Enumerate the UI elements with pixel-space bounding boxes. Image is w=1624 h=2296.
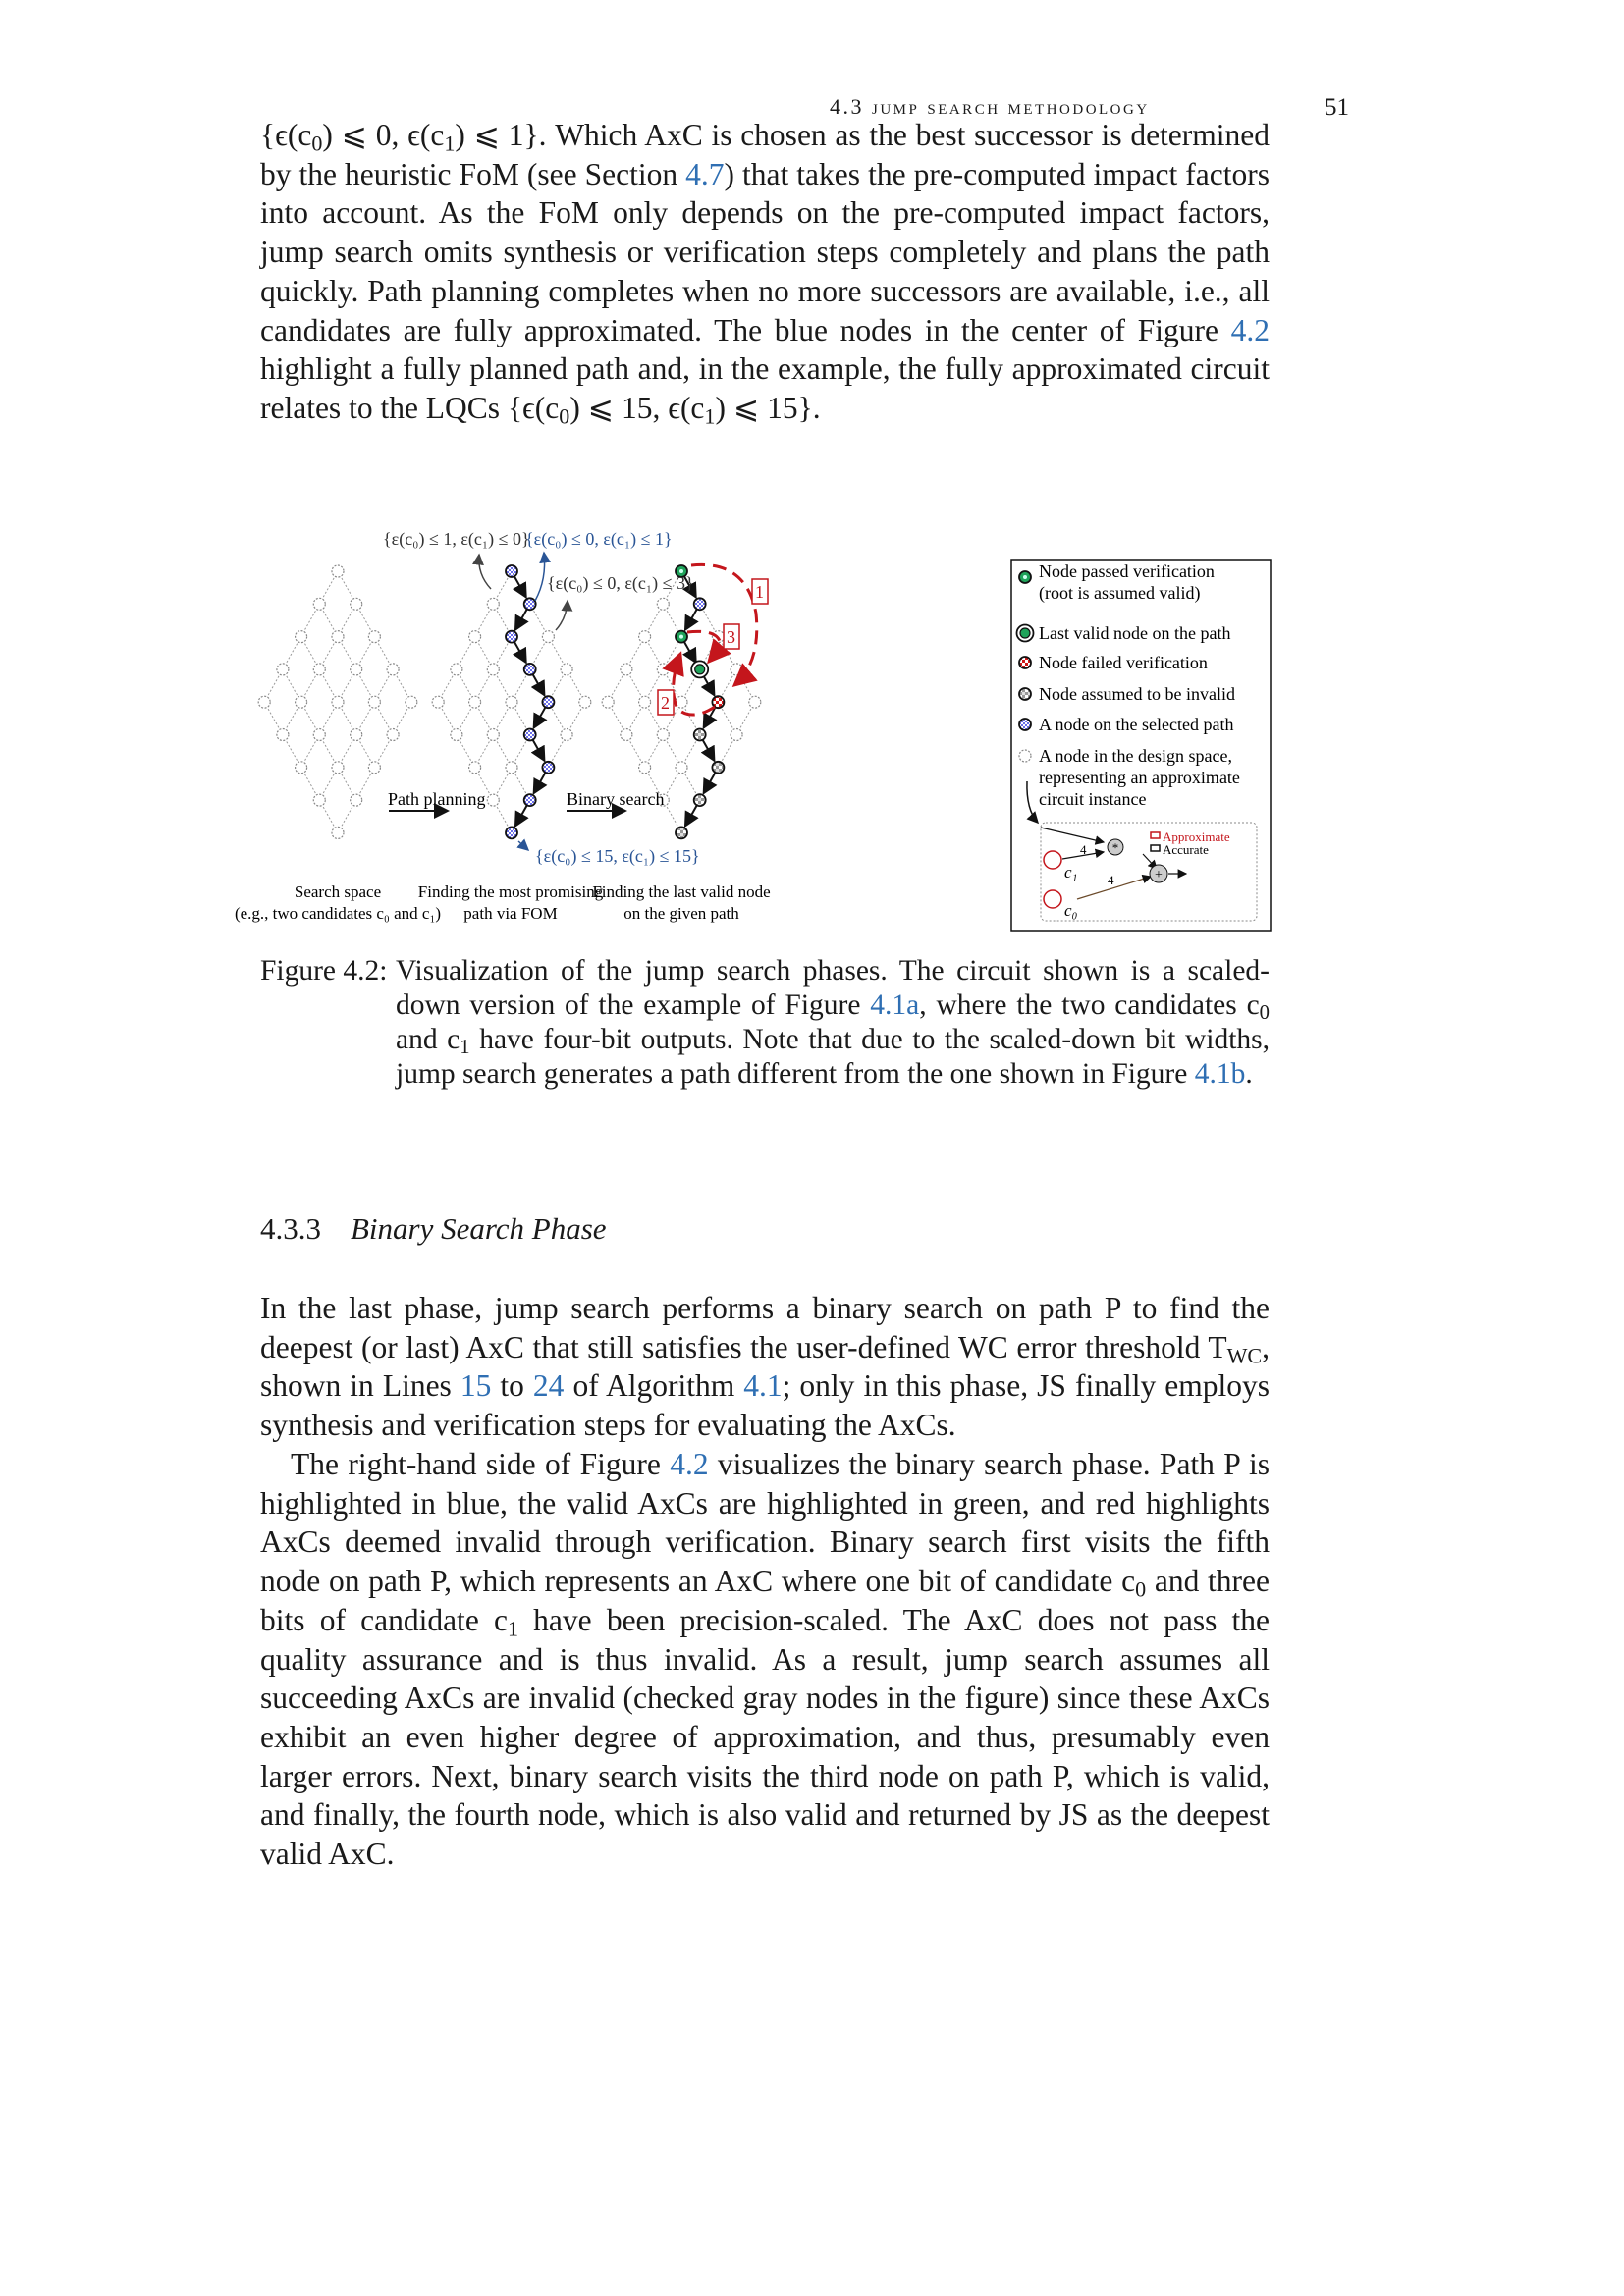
path-edge-arrow <box>515 610 527 630</box>
paragraph-3 <box>260 1445 1270 1874</box>
node-space <box>561 729 572 741</box>
node-space <box>351 664 362 675</box>
path-edge-arrow <box>514 576 526 597</box>
path-edge-arrow <box>534 707 546 727</box>
node-space <box>277 729 289 741</box>
node-space <box>451 729 462 741</box>
text-run: of Algorithm <box>564 1368 744 1404</box>
c0-bitwidth: 4 <box>1108 873 1114 887</box>
label-c0-1-c1-0: {ε(c₀) ≤ 1, ε(c₁) ≤ 0} <box>383 529 530 549</box>
caption-mid-1: Finding the most promising <box>417 882 604 901</box>
legend-label-failed: Node failed verification <box>1039 653 1208 672</box>
node-space <box>731 664 742 675</box>
node-space <box>639 631 651 643</box>
node-space <box>487 664 499 675</box>
path-edge-arrow <box>533 740 545 761</box>
c1-approx-block <box>1044 851 1061 869</box>
subscript: 1 <box>460 1037 470 1059</box>
path-edge-arrow <box>685 805 697 826</box>
subscript: 0 <box>1259 1002 1270 1025</box>
caption-right-1: Finding the last valid node <box>592 882 771 901</box>
subscript: 1 <box>444 131 456 156</box>
legend-label-space: representing an approximate <box>1039 768 1240 787</box>
paragraph-2 <box>260 1289 1270 1445</box>
node-space <box>542 631 554 643</box>
figure-caption-label: Figure 4.2: <box>260 955 388 987</box>
node-path <box>524 794 536 806</box>
node-path <box>506 631 517 643</box>
node-last-inner <box>695 665 705 674</box>
cross-reference-link[interactable]: 4.1b <box>1194 1058 1246 1090</box>
text-run: , where the two candidates c <box>919 989 1260 1021</box>
legend-label-path: A node on the selected path <box>1039 715 1234 734</box>
node-space <box>313 664 325 675</box>
page-number: 51 <box>1325 94 1349 121</box>
text-run: ) ⩽ 15}. <box>715 390 821 425</box>
node-space <box>296 631 307 643</box>
figure-caption-text <box>396 954 1270 1092</box>
node-space <box>351 598 362 610</box>
node-path <box>506 565 517 577</box>
node-space <box>639 696 651 708</box>
legend-label-passed: (root is assumed valid) <box>1039 583 1201 603</box>
node-space <box>657 664 669 675</box>
node-space <box>657 598 669 610</box>
path-edge-arrow <box>514 642 526 663</box>
subscript: 0 <box>311 131 323 156</box>
legend-icon-space <box>1019 750 1031 762</box>
legend-box <box>1011 560 1271 931</box>
figure-caption <box>260 954 1270 1092</box>
cross-reference-link[interactable]: 4.1a <box>870 989 920 1021</box>
text-run: highlight a fully planned path and, in the example, the fully approximated circuit relates to the LQCs {ϵ(c <box>260 351 1270 425</box>
text-run: In the last phase, jump search performs a binary search on path P to find the deepest (or last) AxC that still satisfies the user-defined WC error threshold T <box>260 1291 1270 1364</box>
node-space <box>432 696 444 708</box>
node-space <box>639 762 651 774</box>
node-path <box>542 762 554 774</box>
annotation-arrow-blue <box>535 553 545 601</box>
node-space <box>676 762 687 774</box>
legend-icon-invalid <box>1019 688 1031 700</box>
subscript: WC <box>1226 1343 1263 1368</box>
section-number: 4.3.3 <box>260 1211 321 1246</box>
node-space <box>332 762 344 774</box>
multiplier-symbol: * <box>1111 840 1119 855</box>
caption-mid-2: path via FOM <box>463 904 558 923</box>
subscript: 0 <box>559 403 570 429</box>
binary-search-label: Binary search <box>567 789 665 809</box>
node-path <box>524 729 536 741</box>
running-header: 4.3 jump search methodology <box>830 94 1150 119</box>
adder-symbol: + <box>1155 868 1163 882</box>
text-run: have four-bit outputs. Note that due to the scaled-down bit widths, jump search generates a path different from the one shown in Figure <box>396 1024 1270 1090</box>
c1-bitwidth: 4 <box>1080 842 1087 857</box>
node-space <box>506 696 517 708</box>
accurate-legend-label: Accurate <box>1163 842 1209 857</box>
node-invalid <box>712 762 724 774</box>
node-space <box>296 762 307 774</box>
path-edge-arrow <box>685 610 697 630</box>
node-space <box>313 794 325 806</box>
node-space <box>749 696 761 708</box>
node-space <box>676 696 687 708</box>
step2-label: 2 <box>661 693 670 713</box>
text-run: and three bits of candidate c <box>260 1564 1270 1637</box>
node-space <box>561 664 572 675</box>
node-space <box>387 729 399 741</box>
node-passed-dot <box>679 635 683 639</box>
node-path <box>524 664 536 675</box>
node-space <box>731 729 742 741</box>
path-edge-arrow <box>533 674 545 695</box>
node-space <box>368 762 380 774</box>
node-space <box>368 631 380 643</box>
text-run: ) that takes the pre-computed impact factors into account. As the FoM only depends on the pre-computed impact factors, jump search omits synthesis or verification steps completely and plans the path quickly. Path planning completes when no more successors are available, i.e., all candidates are fully approximated. The blue nodes in the center of Figure <box>260 156 1271 347</box>
text-run: and c <box>396 1024 460 1055</box>
text-run: to <box>491 1368 533 1404</box>
node-space <box>368 696 380 708</box>
node-space <box>296 696 307 708</box>
node-space <box>332 631 344 643</box>
caption-left-2: (e.g., two candidates c₀ and c₁) <box>234 904 442 923</box>
node-path <box>542 696 554 708</box>
path-edge-arrow <box>704 773 716 793</box>
node-space <box>277 664 289 675</box>
node-space <box>487 598 499 610</box>
subscript: 1 <box>507 1616 518 1641</box>
figure-jump-search-phases <box>0 0 1624 942</box>
caption-right-2: on the given path <box>623 904 739 923</box>
node-space <box>469 762 481 774</box>
text-run: Visualization of the jump search phases. The circuit shown is a scaled-down version of the example of Figure <box>396 955 1270 1021</box>
legend-label-space: circuit instance <box>1039 789 1147 809</box>
node-space <box>332 565 344 577</box>
text-run: ) ⩽ 0, ϵ(c <box>322 118 445 152</box>
step1-label: 1 <box>755 582 764 602</box>
node-space <box>258 696 270 708</box>
approximate-legend-swatch <box>1151 832 1160 838</box>
legend-label-last: Last valid node on the path <box>1039 623 1231 643</box>
text-run: ) ⩽ 1}. Which AxC is chosen as the best successor is determined by the heuristic FoM (see Section <box>260 118 1271 191</box>
text-run: visualizes the binary search phase. Path P is highlighted in blue, the valid AxCs are highlighted in green, and red highlights AxCs deemed invalid through verification. Binary search first visits the fifth node on path P, which represents an AxC where one bit of candidate c <box>260 1447 1270 1599</box>
node-space <box>657 729 669 741</box>
text-run: {ϵ(c <box>260 118 312 152</box>
annotation-arrow-bottom <box>518 841 528 850</box>
label-c0-0-c1-1: {ε(c₀) ≤ 0, ε(c₁) ≤ 1} <box>525 529 673 549</box>
c1-label: c₁ <box>1064 863 1078 881</box>
legend-label-passed: Node passed verification <box>1039 561 1215 581</box>
node-space <box>506 762 517 774</box>
node-path <box>524 598 536 610</box>
label-c0-0-c1-3: {ε(c₀) ≤ 0, ε(c₁) ≤ 3} <box>547 573 694 593</box>
legend-icon-path <box>1019 719 1031 730</box>
subscript: 0 <box>1135 1576 1147 1602</box>
legend-label-space: A node in the design space, <box>1039 746 1232 766</box>
text-run: have been precision-scaled. The AxC does not pass the quality assurance and is thus invalid. As a result, jump search assumes all succeeding AxCs are invalid (checked gray nodes in the figure) since these AxCs exhibit an even higher degree of approximation, and thus, presumably even larger errors. Next, binary search visits the third node on path P, which is valid, and finally, the fourth node, which is also valid and returned by JS as the deepest valid AxC. <box>260 1602 1270 1872</box>
text-run: ) ⩽ 15, ϵ(c <box>569 390 705 425</box>
cross-reference-link[interactable]: 15 <box>460 1368 492 1404</box>
node-space <box>451 664 462 675</box>
node-space <box>469 631 481 643</box>
annotation-arrow-mid <box>556 601 568 630</box>
label-c0-15-c1-15: {ε(c₀) ≤ 15, ε(c₁) ≤ 15} <box>535 846 700 866</box>
node-space <box>313 729 325 741</box>
legend-icon-last-inner <box>1020 628 1030 638</box>
section-title: Binary Search Phase <box>351 1211 607 1246</box>
text-run: The right-hand side of Figure <box>291 1447 671 1481</box>
node-path <box>506 827 517 838</box>
accurate-legend-swatch <box>1151 845 1160 851</box>
node-space <box>351 729 362 741</box>
cross-reference-link[interactable]: 24 <box>532 1368 565 1404</box>
cross-reference-link[interactable]: 4.7 <box>685 156 725 191</box>
text-run: , shown in Lines <box>260 1329 1270 1404</box>
node-space <box>332 696 344 708</box>
node-space <box>579 696 591 708</box>
node-space <box>351 794 362 806</box>
approximate-legend-label: Approximate <box>1163 829 1230 844</box>
path-edge-arrow <box>684 642 696 663</box>
path-edge-arrow <box>703 674 715 695</box>
node-space <box>487 729 499 741</box>
node-space <box>621 664 632 675</box>
cross-reference-link[interactable]: 4.2 <box>1230 312 1270 347</box>
c0-label: c₀ <box>1064 901 1078 920</box>
node-path <box>694 598 706 610</box>
legend-icon-failed <box>1019 657 1031 668</box>
node-space <box>487 794 499 806</box>
node-space <box>313 598 325 610</box>
annotation-arrow-left <box>479 555 491 589</box>
node-invalid <box>694 794 706 806</box>
subscript: 1 <box>704 403 716 429</box>
node-space <box>332 827 344 838</box>
node-space <box>602 696 614 708</box>
path-edge-arrow <box>703 740 715 761</box>
text-run: ; only in this phase, JS finally employs synthesis and verification steps for evaluating the AxCs. <box>260 1368 1270 1443</box>
legend-label-invalid: Node assumed to be invalid <box>1039 684 1235 704</box>
cross-reference-link[interactable]: 4.1 <box>743 1368 783 1404</box>
path-planning-label: Path planning <box>388 789 486 809</box>
step3-label: 3 <box>727 627 735 647</box>
node-invalid <box>676 827 687 838</box>
c0-approx-block <box>1044 890 1061 908</box>
node-space <box>387 664 399 675</box>
node-invalid <box>694 729 706 741</box>
node-space <box>406 696 417 708</box>
text-run: . <box>1245 1058 1253 1090</box>
node-space <box>621 729 632 741</box>
path-edge-arrow <box>515 805 527 826</box>
node-space <box>469 696 481 708</box>
path-edge-arrow <box>534 773 546 793</box>
cross-reference-link[interactable]: 4.2 <box>670 1447 709 1481</box>
legend-icon-passed-dot <box>1023 575 1027 579</box>
section-heading <box>260 1211 607 1247</box>
caption-left-1: Search space <box>294 882 382 901</box>
